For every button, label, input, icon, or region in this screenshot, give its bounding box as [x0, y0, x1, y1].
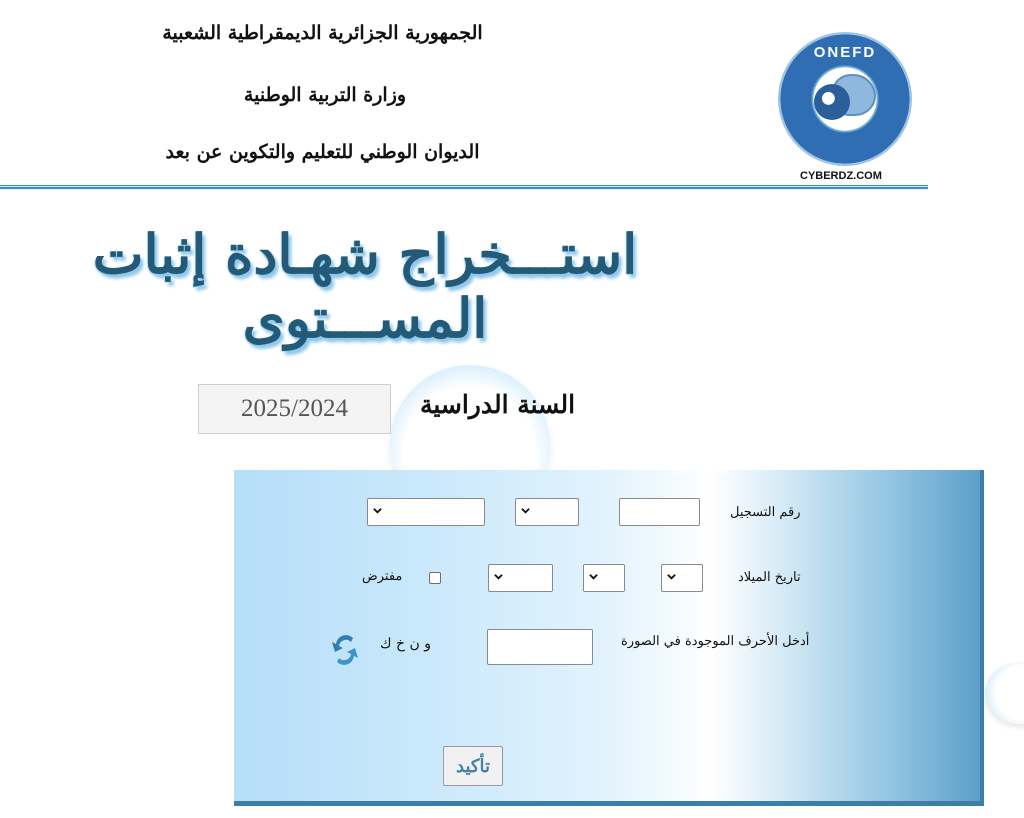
- header-republic: الجمهورية الجزائرية الديمقراطية الشعبية: [162, 22, 483, 44]
- presumed-label: مفترض: [362, 569, 403, 584]
- header-office: الديوان الوطني للتعليم والتكوين عن بعد: [165, 141, 480, 163]
- header-divider: [0, 185, 928, 190]
- presumed-date-checkbox[interactable]: [429, 572, 441, 584]
- decorative-bubble: [985, 662, 1024, 724]
- captcha-image: و ن خ ك: [380, 636, 431, 652]
- school-year-field: 2025/2024: [198, 384, 391, 434]
- logo-brand: ONEFD: [813, 44, 877, 61]
- captcha-input[interactable]: [487, 629, 593, 665]
- chevron-down-icon: [521, 506, 530, 515]
- chevron-down-icon: [667, 572, 676, 581]
- logo-globe-icon: [814, 84, 850, 120]
- confirm-button[interactable]: تأكيد: [443, 746, 503, 786]
- birth-month-select[interactable]: [583, 564, 625, 592]
- birth-year-select[interactable]: [488, 564, 553, 592]
- chevron-down-icon: [494, 572, 503, 581]
- birth-day-select[interactable]: [661, 564, 703, 592]
- refresh-captcha-icon[interactable]: [331, 630, 359, 670]
- onefd-logo: [780, 34, 910, 164]
- registration-label: رقم التسجيل: [730, 505, 801, 520]
- registration-center-select[interactable]: [367, 498, 485, 526]
- page-title: استـــخراج شهـادة إثبات المســـتوى: [92, 222, 638, 350]
- school-year-label: السنة الدراسية: [419, 390, 576, 419]
- logo-caption: CYBERDZ.COM: [800, 170, 882, 182]
- chevron-down-icon: [373, 506, 382, 515]
- birthdate-label: تاريخ الميلاد: [738, 570, 801, 585]
- registration-number-input[interactable]: [619, 498, 700, 526]
- registration-type-select[interactable]: [515, 498, 579, 526]
- captcha-label: أدخل الأحرف الموجودة في الصورة: [621, 634, 810, 649]
- header-ministry: وزارة التربية الوطنية: [243, 84, 407, 106]
- chevron-down-icon: [589, 572, 598, 581]
